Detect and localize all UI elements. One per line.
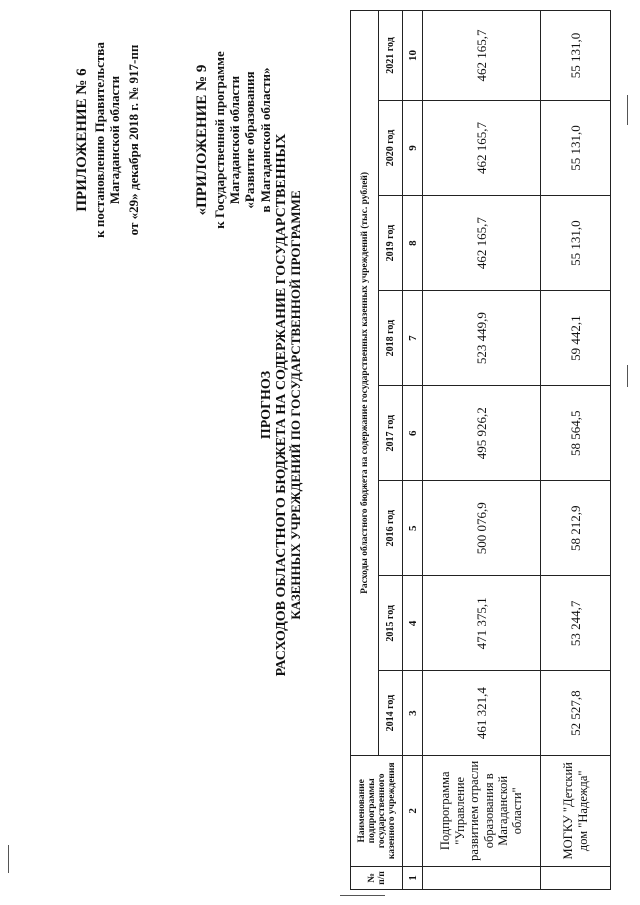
appendix-9-line-2: Магаданской области — [227, 75, 243, 205]
appendix-6-line-1: к постановлению Правительства — [91, 42, 107, 238]
year-header: 2020 год — [379, 100, 403, 195]
column-number: 7 — [403, 291, 423, 386]
row-name: МОГКУ "Детский дом "Надежда" — [541, 755, 611, 866]
appendix-6-title: ПРИЛОЖЕНИЕ № 6 — [74, 68, 90, 212]
column-number: 1 — [403, 866, 423, 889]
value-cell: 58 564,5 — [541, 386, 611, 481]
table-row — [541, 11, 611, 890]
column-number: 4 — [403, 576, 423, 671]
scan-mark — [627, 365, 628, 387]
year-header: 2018 год — [379, 291, 403, 386]
appendix-9-line-1: к Государственной программе — [211, 51, 227, 229]
year-header: 2014 год — [379, 671, 403, 756]
row-number — [541, 866, 611, 889]
title-line-2: РАСХОДОВ ОБЛАСТНОГО БЮДЖЕТА НА СОДЕРЖАНИЕ ГОСУДАРСТВЕННЫХ — [273, 133, 289, 677]
value-cell: 55 131,0 — [541, 100, 611, 195]
year-header: 2015 год — [379, 576, 403, 671]
scan-mark — [340, 895, 385, 896]
column-number: 5 — [403, 481, 423, 576]
column-number: 9 — [403, 100, 423, 195]
year-header: 2021 год — [379, 11, 403, 101]
appendix-6-line-2: Магаданской области — [107, 75, 123, 205]
expenses-header: Расходы областного бюджета на содержание государственных казенных учреждений (тыс. рублей) — [351, 11, 379, 756]
col-number-header: № п/п — [351, 866, 403, 889]
header-row-groups — [351, 11, 379, 890]
column-number: 6 — [403, 386, 423, 481]
value-cell: 58 212,9 — [541, 481, 611, 576]
year-header: 2017 год — [379, 386, 403, 481]
title-line-1: ПРОГНОЗ — [259, 370, 274, 440]
value-cell: 52 527,8 — [541, 671, 611, 756]
year-header: 2019 год — [379, 196, 403, 291]
title-line-3: КАЗЕННЫХ УЧРЕЖДЕНИЙ ПО ГОСУДАРСТВЕННОЙ ПРОГРАММЕ — [288, 190, 304, 620]
row-number — [423, 866, 541, 889]
appendix-6-line-3: от «29» декабря 2018 г. № 917-пп — [126, 44, 142, 236]
col-name-header: Наименование подпрограммы государственного казенного учреждения — [351, 755, 403, 866]
value-cell: 59 442,1 — [541, 291, 611, 386]
appendix-6-header — [74, 15, 142, 265]
value-cell: 53 244,7 — [541, 576, 611, 671]
value-cell: 462 165,7 — [423, 11, 541, 101]
column-number: 3 — [403, 671, 423, 756]
scan-mark — [8, 845, 9, 873]
column-number: 10 — [403, 11, 423, 101]
value-cell: 55 131,0 — [541, 196, 611, 291]
column-number-row — [403, 11, 423, 890]
row-name: Подпрограмма "Управление развитием отрасли образования в Магаданской области" — [423, 755, 541, 866]
value-cell: 495 926,2 — [423, 386, 541, 481]
appendix-9-line-4: в Магаданской области» — [257, 67, 273, 213]
column-number: 2 — [403, 755, 423, 866]
value-cell: 523 449,9 — [423, 291, 541, 386]
scan-mark — [627, 95, 628, 125]
budget-table — [350, 10, 611, 890]
appendix-9-title: «ПРИЛОЖЕНИЕ № 9 — [194, 64, 210, 216]
value-cell: 462 165,7 — [423, 100, 541, 195]
value-cell: 500 076,9 — [423, 481, 541, 576]
year-header: 2016 год — [379, 481, 403, 576]
column-number: 8 — [403, 196, 423, 291]
document-title — [260, 125, 303, 685]
value-cell: 461 321,4 — [423, 671, 541, 756]
value-cell: 471 375,1 — [423, 576, 541, 671]
appendix-9-line-3: «Развитие образования — [242, 71, 258, 209]
table-row — [423, 11, 541, 890]
value-cell: 462 165,7 — [423, 196, 541, 291]
value-cell: 55 131,0 — [541, 11, 611, 101]
